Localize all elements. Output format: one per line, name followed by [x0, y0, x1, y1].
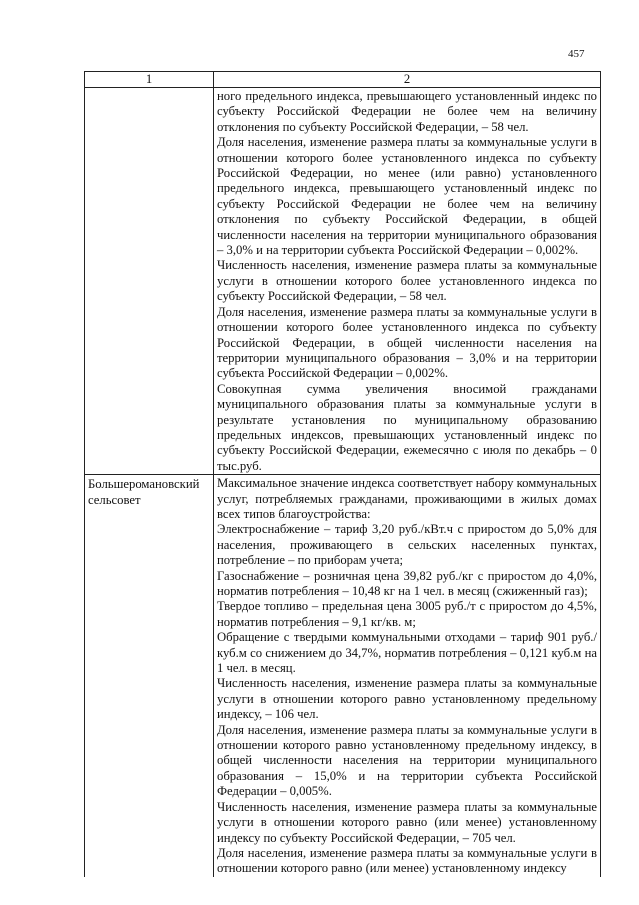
column-header-1: 1	[85, 72, 214, 88]
document-table	[84, 71, 601, 877]
paragraph: Твердое топливо – предельная цена 3005 руб./т с приростом до 4,5%, норматив потребления – 9,1 кг/кв. м;	[217, 599, 597, 629]
paragraph: Численность населения, изменение размера платы за коммунальные услуги в отношении которого равно (или менее) установленному индексу по субъекту Российской Федерации, – 705 чел.	[217, 799, 597, 845]
region-cell: Большеромановский сельсовет	[85, 475, 214, 877]
paragraph: ного предельного индекса, превышающего установленный индекс по субъекту Российской Федерации не более чем на величину отклонения по субъекту Российской Федерации, – 58 чел.	[217, 89, 597, 134]
paragraph: Газоснабжение – розничная цена 39,82 руб./кг с приростом до 4,0%, норматив потребления – 10,48 кг на 1 чел. в месяц (сжиженный газ);	[217, 568, 597, 598]
column-header-2: 2	[214, 72, 601, 88]
paragraph: Численность населения, изменение размера платы за коммунальные услуги в отношении которого равно установленному предельному индексу, – 106 чел.	[217, 676, 597, 722]
paragraph: Доля населения, изменение размера платы за коммунальные услуги в отношении которого более установленного индекса по субъекту Российской Федерации, но менее (или равно) установленного предельного индекса, превышающего установленный индекс по субъекту Российской Федерации не более чем на величину отклонения по субъекту Российской Федерации, в общей численности населения на территории муниципального образования – 3,0% и на территории субъекта Российской Федерации – 0,002%.	[217, 135, 597, 258]
paragraph: Максимальное значение индекса соответствует набору коммунальных услуг, потребляемых гражданами, проживающими в жилых домах всех типов благоустройства:	[217, 476, 597, 521]
table-header-row	[85, 72, 601, 88]
paragraph: Электроснабжение – тариф 3,20 руб./кВт.ч с приростом до 5,0% для населения, проживающего в сельских населенных пунктах, потребление – по приборам учета;	[217, 522, 597, 568]
paragraph: Численность населения, изменение размера платы за коммунальные услуги в отношении которого более установленного индекса по субъекту Российской Федерации, – 58 чел.	[217, 258, 597, 304]
paragraph: Доля населения, изменение размера платы за коммунальные услуги в отношении которого равно установленному предельному индексу, в общей численности населения на территории муниципального образования – 15,0% и на территории субъекта Российской Федерации – 0,005%.	[217, 722, 597, 799]
paragraph: Доля населения, изменение размера платы за коммунальные услуги в отношении которого равно (или менее) установленному индексу	[217, 845, 597, 876]
paragraph: Обращение с твердыми коммунальными отходами – тариф 901 руб./куб.м со снижением до 34,7%, норматив потребления – 0,121 куб.м на 1 чел. в месяц.	[217, 630, 597, 676]
page-number: 457	[568, 48, 585, 60]
table-row	[85, 88, 601, 475]
paragraph: Совокупная сумма увеличения вносимой гражданами муниципального образования платы за коммунальные услуги в результате установления по муниципальному образованию предельных индексов, превышающих установленный индекс по субъекту Российской Федерации, ежемесячно с июля по декабрь – 0 тыс.руб.	[217, 381, 597, 473]
region-cell	[85, 88, 214, 475]
paragraph: Доля населения, изменение размера платы за коммунальные услуги в отношении которого более установленного индекса по субъекту Российской Федерации, в общей численности населения на территории муниципального образования – 3,0% и на территории субъекта Российской Федерации – 0,002%.	[217, 304, 597, 381]
content-cell	[214, 475, 601, 877]
table-row	[85, 475, 601, 877]
content-cell	[214, 88, 601, 475]
